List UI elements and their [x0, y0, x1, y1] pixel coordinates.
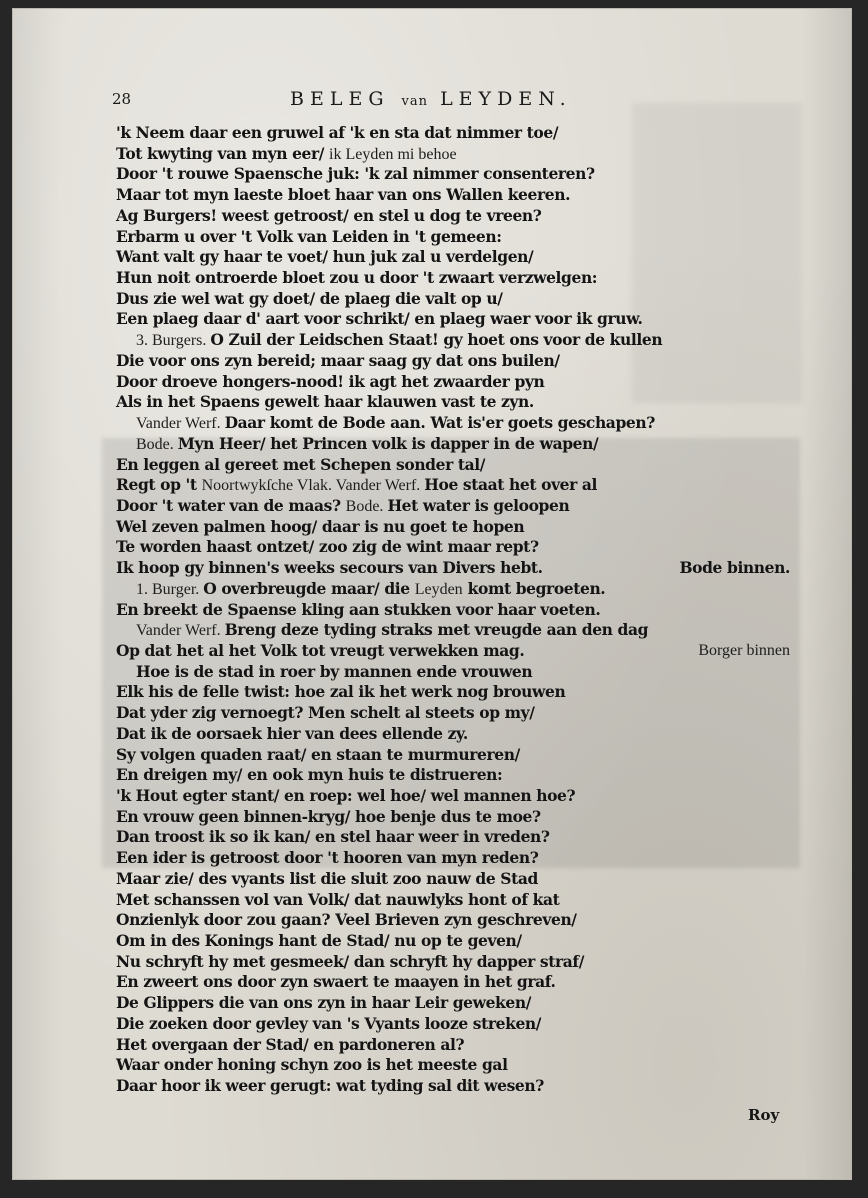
verse-line [116, 413, 806, 434]
verse-line [116, 1055, 806, 1076]
verse-text: Tot kwyting van myn eer/ [116, 143, 330, 163]
verse-text: Ik hoop gy binnen's weeks secours van Divers hebt. [116, 558, 543, 578]
verse-text: Erbarm u over 't Volk van Leiden in 't gemeen: [116, 226, 502, 246]
verse-text: Daar hoor ik weer gerugt: wat tyding sal dit wesen? [116, 1076, 544, 1096]
catchword: Roy [748, 1106, 780, 1124]
verse-line [116, 351, 806, 372]
verse-text: Dat ik de oorsaek hier van dees ellende zy. [116, 723, 468, 743]
speaker-label: 1. Burger. [136, 580, 204, 598]
verse-line [116, 206, 806, 227]
speaker-label: Vander Werf. [136, 622, 225, 640]
verse-text: Breng deze tyding straks met vreugde aan den dag [224, 620, 649, 640]
verse-line [116, 662, 806, 683]
verse-text: Dus zie wel wat gy doet/ de plaeg die valt op u/ [116, 288, 503, 308]
verse-line [116, 910, 806, 931]
verse-text: Te worden haast ontzet/ zoo zig de wint maar rept? [116, 537, 539, 557]
verse-text: Elk his de felle twist: hoe zal ik het werk nog brouwen [116, 682, 566, 702]
verse-line [116, 600, 806, 621]
verse-text: O overbreugde maar/ die [203, 578, 415, 598]
verse-text: 'k Hout egter stant/ en roep: wel hoe/ wel mannen hoe? [116, 786, 576, 805]
speaker-label: Bode. [136, 435, 178, 453]
verse-text: Waar onder honing schyn zoo is het meeste gal [116, 1055, 508, 1075]
verse-line [116, 558, 806, 579]
page-header [112, 88, 792, 114]
verse-line [116, 247, 806, 268]
verse-line [116, 185, 806, 206]
verse-line [116, 309, 806, 330]
verse-text: Hoe is de stad in roer by mannen ende vrouwen [136, 661, 533, 681]
speaker-label: 3. Burgers. [136, 332, 211, 350]
title-word-leyden: LEYDEN. [440, 88, 572, 110]
verse-line [116, 786, 806, 807]
verse-line [116, 475, 806, 496]
verse-text: En leggen al gereet met Schepen sonder tal/ [116, 454, 485, 474]
page-number: 28 [112, 90, 132, 108]
verse-text: Want valt gy haar te voet/ hun juk zal u verdelgen/ [116, 247, 534, 267]
verse-text: Op dat het al het Volk tot vreugt verwekken mag. [116, 640, 525, 660]
verse-line [116, 827, 806, 848]
verse-line [116, 434, 806, 455]
verse-line [116, 931, 806, 952]
verse-text: Die voor ons zyn bereid; maar saag gy dat ons builen/ [116, 350, 560, 370]
verse-line [116, 765, 806, 786]
verse-line [116, 1035, 806, 1056]
verse-text: Door 't rouwe Spaensche juk: 'k zal nimmer consenteren? [116, 164, 595, 184]
verse-text: En breekt de Spaense kling aan stukken voor haar voeten. [116, 599, 601, 619]
verse-text: Onzienlyk door zou gaan? Veel Brieven zyn geschreven/ [116, 910, 577, 930]
running-title [290, 88, 572, 110]
stage-direction: Borger binnen [698, 641, 790, 659]
verse-line [116, 641, 806, 662]
stage-direction: Bode binnen. [679, 558, 790, 578]
verse-text: komt begroeten. [462, 578, 606, 598]
verse-text: Om in des Konings hant de Stad/ nu op te geven/ [116, 931, 522, 951]
roman-text: Leyden [414, 580, 463, 598]
verse-text: Dat yder zig vernoegt? Men schelt al steets op my/ [116, 703, 535, 723]
verse-line [116, 579, 806, 600]
verse-text: Als in het Spaens gewelt haar klauwen vast te zyn. [116, 392, 534, 412]
verse-line [116, 289, 806, 310]
verse-text: Maar tot myn laeste bloet haar van ons Wallen keeren. [116, 185, 571, 205]
verse-text: Hun noit ontroerde bloet zou u door 't zwaart verzwelgen: [116, 268, 598, 288]
verse-text: En dreigen my/ en ook myn huis te distrueren: [116, 765, 503, 785]
verse-line [116, 496, 806, 517]
verse-line [116, 537, 806, 558]
verse-text-block [116, 123, 806, 1097]
verse-line [116, 993, 806, 1014]
verse-text: Regt op 't [116, 475, 202, 495]
title-word-van: van [401, 94, 429, 109]
verse-line [116, 848, 806, 869]
title-word-beleg: BELEG [290, 88, 390, 110]
verse-line [116, 869, 806, 890]
verse-text: Daar komt de Bode aan. Wat is'er goets geschapen? [224, 413, 655, 433]
verse-text: Myn Heer/ het Princen volk is dapper in de wapen/ [177, 433, 599, 453]
speaker-label: Bode. [345, 497, 388, 515]
verse-line [116, 972, 806, 993]
verse-line [116, 807, 806, 828]
verse-line [116, 227, 806, 248]
speaker-label: Vander Werf. [136, 415, 225, 433]
verse-line [116, 745, 806, 766]
verse-text: Ag Burgers! weest getroost/ en stel u dog te vreen? [116, 205, 542, 225]
verse-line [116, 330, 806, 351]
verse-line [116, 144, 806, 165]
verse-text: De Glippers die van ons zyn in haar Leir geweken/ [116, 993, 531, 1013]
verse-text: En zweert ons door zyn swaert te maayen in het graf. [116, 972, 556, 992]
verse-line [116, 517, 806, 538]
verse-text: Het overgaan der Stad/ en pardoneren al? [116, 1034, 465, 1054]
verse-text: Nu schryft hy met gesmeek/ dan schryft hy dapper straf/ [116, 951, 584, 971]
verse-text: Het water is geloopen [387, 495, 570, 515]
verse-text: Hoe staat het over al [424, 475, 598, 495]
verse-line [116, 164, 806, 185]
verse-line [116, 952, 806, 973]
verse-text: Door droeve hongers-nood! ik agt het zwaarder pyn [116, 371, 545, 391]
verse-text: Wel zeven palmen hoog/ daar is nu goet te hopen [116, 516, 525, 536]
verse-text: Maar zie/ des vyants list die sluit zoo nauw de Stad [116, 868, 538, 888]
verse-line [116, 372, 806, 393]
book-page [12, 8, 852, 1180]
verse-text: Door 't water van de maas? [116, 495, 346, 515]
verse-line [116, 1076, 806, 1097]
verse-line [116, 703, 806, 724]
verse-line [116, 682, 806, 703]
verse-text: 'k Neem daar een gruwel af 'k en sta dat nimmer toe/ [116, 123, 559, 142]
verse-line [116, 1014, 806, 1035]
verse-line [116, 392, 806, 413]
roman-text: ik Leyden mi behoe [329, 145, 457, 163]
verse-line [116, 268, 806, 289]
verse-text: Die zoeken door gevley van 's Vyants looze streken/ [116, 1013, 542, 1033]
verse-text: Sy volgen quaden raat/ en staan te murmureren/ [116, 744, 520, 764]
verse-text: O Zuil der Leidschen Staat! gy hoet ons voor de kullen [210, 330, 663, 350]
verse-text: Met schanssen vol van Volk/ dat nauwlyks hont of kat [116, 889, 560, 909]
verse-line [116, 724, 806, 745]
verse-line [116, 123, 806, 144]
verse-text: Een ider is getroost door 't hooren van myn reden? [116, 848, 539, 868]
verse-text: Een plaeg daar d' aart voor schrikt/ en plaeg waer voor ik gruw. [116, 309, 643, 329]
verse-text: En vrouw geen binnen-kryg/ hoe benje dus te moe? [116, 806, 541, 826]
verse-line [116, 455, 806, 476]
verse-line [116, 890, 806, 911]
verse-line [116, 620, 806, 641]
verse-text: Dan troost ik so ik kan/ en stel haar weer in vreden? [116, 827, 550, 847]
speaker-label: Noortwykſche Vlak. Vander Werf. [201, 477, 425, 495]
